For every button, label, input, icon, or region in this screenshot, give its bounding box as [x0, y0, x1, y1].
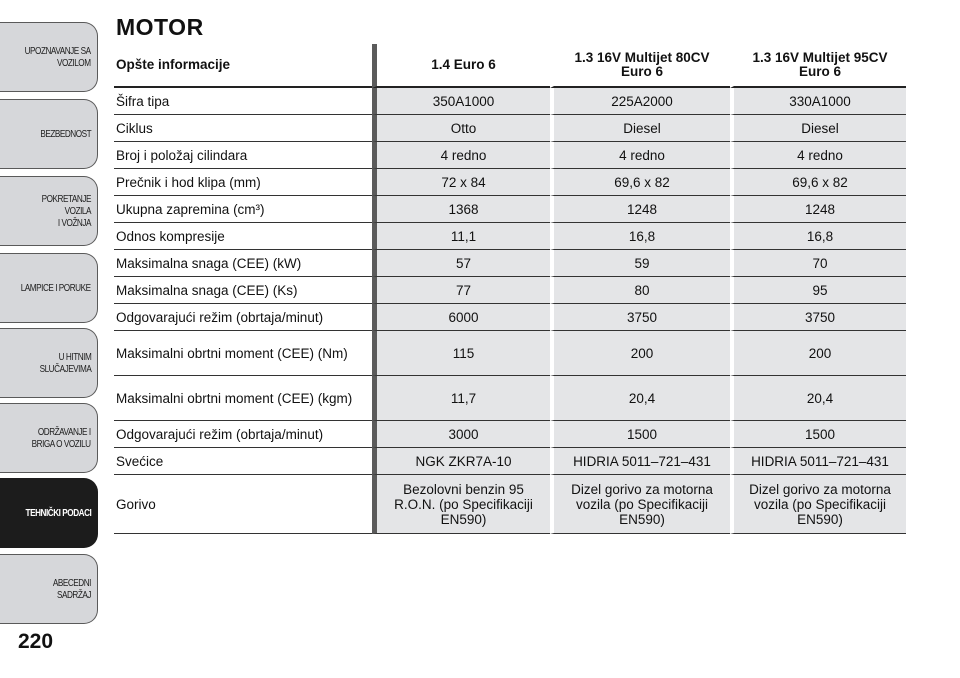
cell-value: 330A1000 [730, 88, 906, 115]
table-row [114, 88, 906, 115]
cell-value: 350A1000 [372, 88, 550, 115]
cell-value: 1248 [550, 196, 730, 223]
tab-u-hitnim-slucajevima[interactable] [0, 328, 98, 398]
tab-tehnicki-podaci[interactable] [0, 478, 98, 548]
table-row [114, 223, 906, 250]
cell-value: 69,6 x 82 [550, 169, 730, 196]
cell-value: 1248 [730, 196, 906, 223]
cell-value: 1500 [550, 421, 730, 448]
cell-value: Otto [372, 115, 550, 142]
row-label: Svećice [114, 448, 372, 475]
cell-value: 20,4 [550, 376, 730, 421]
page-number: 220 [18, 630, 54, 653]
cell-value: 80 [550, 277, 730, 304]
cell-value: 1500 [730, 421, 906, 448]
cell-value: 70 [730, 250, 906, 277]
cell-value: 3750 [550, 304, 730, 331]
tab-label: LAMPICE I PORUKE [21, 282, 91, 294]
tab-label: TEHNIČKI PODACI [25, 507, 91, 519]
tab-label: UPOZNAVANJE SA VOZILOM [25, 45, 91, 69]
cell-value: 4 redno [730, 142, 906, 169]
header-general-info: Opšte informacije [114, 44, 372, 88]
cell-value: 3000 [372, 421, 550, 448]
cell-value: 225A2000 [550, 88, 730, 115]
cell-value: 11,7 [372, 376, 550, 421]
table-row [114, 277, 906, 304]
tab-label: U HITNIM SLUČAJEVIMA [39, 351, 91, 375]
cell-value: 57 [372, 250, 550, 277]
cell-value: NGK ZKR7A-10 [372, 448, 550, 475]
tab-label: BEZBEDNOST [40, 128, 91, 140]
table-row [114, 142, 906, 169]
table-row [114, 376, 906, 421]
cell-value: Dizel gorivo za motorna vozila (po Specifikaciji EN590) [730, 475, 906, 534]
row-label: Odnos kompresije [114, 223, 372, 250]
cell-value: 16,8 [730, 223, 906, 250]
tab-pokretanje-vozila[interactable] [0, 176, 98, 246]
table-header-row [114, 44, 906, 88]
table-row [114, 169, 906, 196]
cell-value: HIDRIA 5011–721–431 [550, 448, 730, 475]
row-label: Maksimalna snaga (CEE) (Ks) [114, 277, 372, 304]
cell-value: HIDRIA 5011–721–431 [730, 448, 906, 475]
cell-value: 6000 [372, 304, 550, 331]
cell-value: 115 [372, 331, 550, 376]
row-label: Ciklus [114, 115, 372, 142]
row-label: Odgovarajući režim (obrtaja/minut) [114, 421, 372, 448]
tab-lampice-i-poruke[interactable] [0, 253, 98, 323]
cell-value: Dizel gorivo za motorna vozila (po Specifikaciji EN590) [550, 475, 730, 534]
cell-value: 11,1 [372, 223, 550, 250]
header-engine-95cv: 1.3 16V Multijet 95CV Euro 6 [730, 44, 906, 88]
cell-value: 72 x 84 [372, 169, 550, 196]
tab-bezbednost[interactable] [0, 99, 98, 169]
tab-odrzavanje[interactable] [0, 403, 98, 473]
tab-label: POKRETANJE VOZILA I VOŽNJA [41, 193, 91, 229]
tab-label: ABECEDNI SADRŽAJ [52, 577, 91, 601]
cell-value: 59 [550, 250, 730, 277]
tab-abecedni-sadrzaj[interactable] [0, 554, 98, 624]
header-engine-80cv: 1.3 16V Multijet 80CV Euro 6 [550, 44, 730, 88]
row-label: Maksimalni obrtni moment (CEE) (kgm) [114, 376, 372, 421]
table-row [114, 250, 906, 277]
table-row [114, 421, 906, 448]
tab-label: ODRŽAVANJE I BRIGA O VOZILU [32, 426, 91, 450]
engine-spec-table [114, 44, 906, 534]
cell-value: 200 [550, 331, 730, 376]
table-row [114, 448, 906, 475]
table-row [114, 115, 906, 142]
page-title: MOTOR [116, 14, 204, 40]
header-engine-1-4: 1.4 Euro 6 [372, 44, 550, 88]
cell-value: 20,4 [730, 376, 906, 421]
cell-value: Bezolovni benzin 95 R.O.N. (po Specifikaciji EN590) [372, 475, 550, 534]
row-label: Maksimalna snaga (CEE) (kW) [114, 250, 372, 277]
row-label: Broj i položaj cilindara [114, 142, 372, 169]
cell-value: 16,8 [550, 223, 730, 250]
cell-value: 4 redno [372, 142, 550, 169]
cell-value: 77 [372, 277, 550, 304]
row-label: Maksimalni obrtni moment (CEE) (Nm) [114, 331, 372, 376]
cell-value: 3750 [730, 304, 906, 331]
table-row [114, 196, 906, 223]
cell-value: Diesel [550, 115, 730, 142]
row-label: Šifra tipa [114, 88, 372, 115]
cell-value: 95 [730, 277, 906, 304]
row-label: Prečnik i hod klipa (mm) [114, 169, 372, 196]
cell-value: 1368 [372, 196, 550, 223]
row-label: Gorivo [114, 475, 372, 534]
cell-value: Diesel [730, 115, 906, 142]
table-row [114, 331, 906, 376]
row-label: Odgovarajući režim (obrtaja/minut) [114, 304, 372, 331]
table-row [114, 475, 906, 534]
cell-value: 200 [730, 331, 906, 376]
cell-value: 4 redno [550, 142, 730, 169]
tab-upoznavanje-sa-vozilom[interactable] [0, 22, 98, 92]
row-label: Ukupna zapremina (cm³) [114, 196, 372, 223]
table-row [114, 304, 906, 331]
cell-value: 69,6 x 82 [730, 169, 906, 196]
